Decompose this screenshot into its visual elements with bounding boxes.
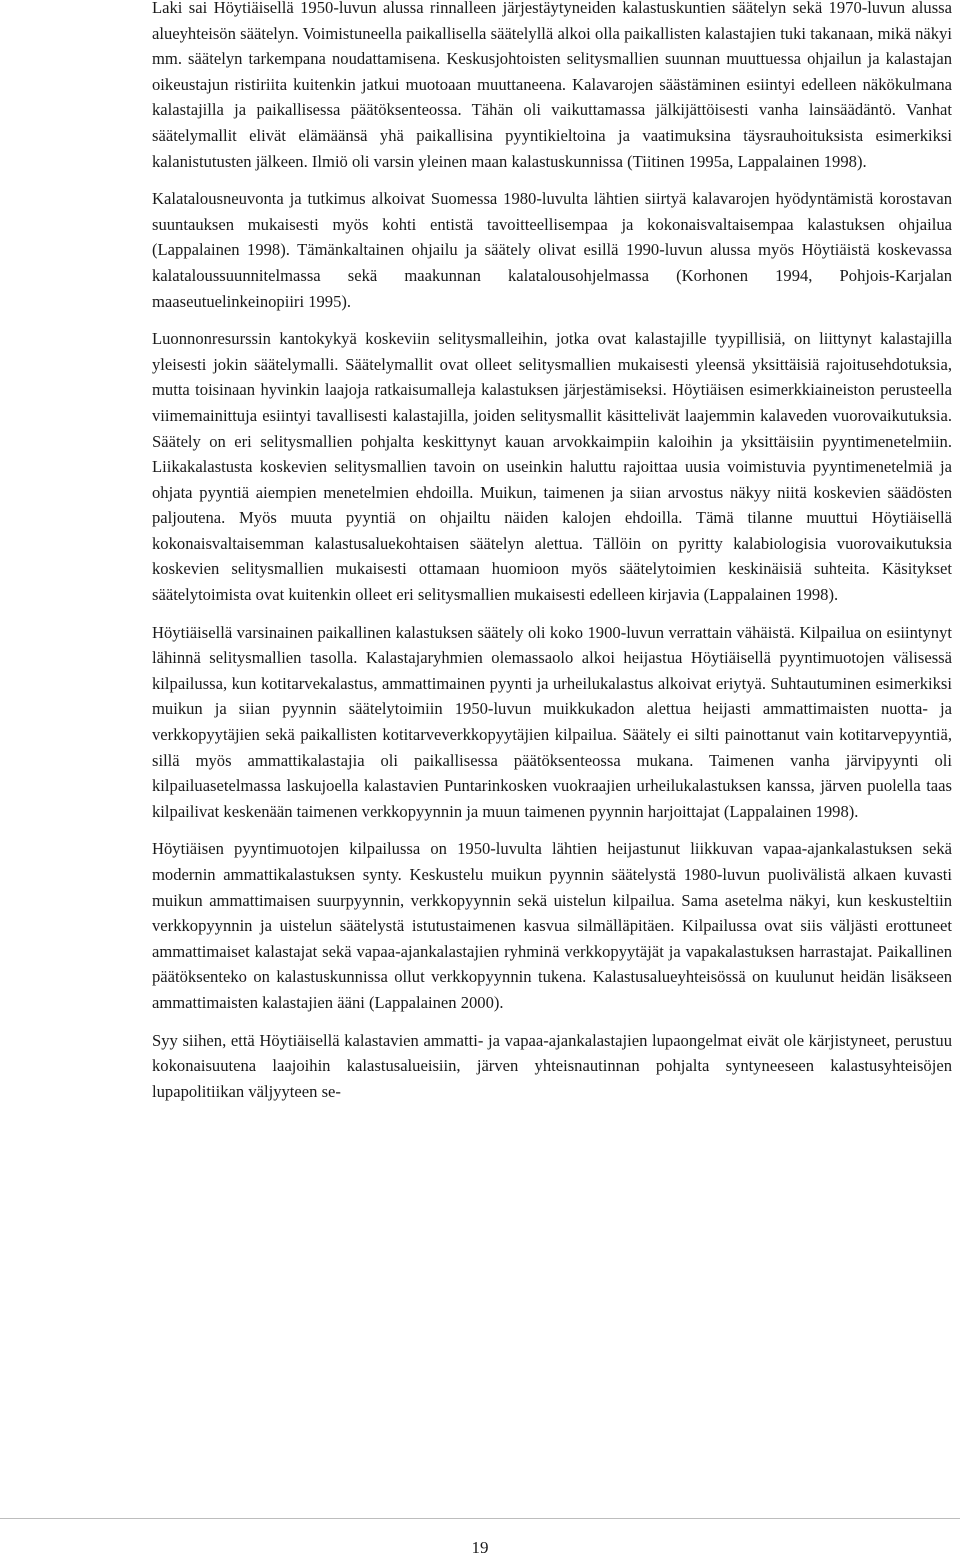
paragraph-gap xyxy=(152,174,952,186)
paragraph-2: Kalatalousneuvonta ja tutkimus alkoivat Suomessa 1980-luvulta lähtien siirtyä kalavarojen hyödyntämistä korostavan suuntauksen mukaisesti myös kohti entistä tavoitteellisempaa ja kokonaisvaltaisempaa kalastuksen ohjailua (Lappalainen 1998). Tämänkaltainen ohjailu ja säätely olivat esillä 1990-luvun alussa myös Höytiäistä koskevassa kalataloussuunnitelmassa sekä maakunnan kalatalousohjelmassa (Korhonen 1994, Pohjois-Karjalan maaseutuelinkeinopiiri 1995). xyxy=(152,189,952,311)
paragraph-1: Laki sai Höytiäisellä 1950-luvun alussa rinnalleen järjestäytyneiden kalastuskuntien säätelyn sekä 1970-luvun alussa alueyhteisön säätelyn. Voimistuneella paikallisella säätelyllä alkoi olla paikallisten kalastajien tuki takanaan, mikä näkyi mm. säätelyn tarkempana noudattamisena. Keskusjohtoisten selitysmallien suunnan muuttuessa ohjailun ja kalastajan oikeustajun ristiriita kuitenkin jatkui muotoaan muuttaneena. Kalavarojen säästäminen esiintyi edelleen näkökulmana kalastajilla ja paikallisessa päätöksenteossa. Tähän oli vaikuttamassa jälkijättöisesti vanha lainsäädäntö. Vanhat säätelymallit elivät elämäänsä yhä paikallisina pyyntikieltoina ja vaatimuksina täysrauhoituksista esimerkiksi kalanistutusten jälkeen. Ilmiö oli varsin yleinen maan kalastuskunnissa (Tiitinen 1995a, Lappalainen 1998). xyxy=(152,0,952,171)
paragraph-gap xyxy=(152,314,952,326)
paragraph-4: Höytiäisellä varsinainen paikallinen kalastuksen säätely oli koko 1900-luvun verrattain vähäistä. Kilpailua on esiintynyt lähinnä selitysmallien tasolla. Kalastajaryhmien olemassaolo alkoi heijastua Höytiäisellä pyyntimuotojen välisessä kilpailussa, kun kotitarvekalastus, ammattimainen pyynti ja urheilukalastus alkoivat eriytyä. Suhtautuminen esimerkiksi muikun ja siian pyynnin säätelytoimiin 1950-luvun muikkukadon alettua heijasti ammattimaisten nuotta- ja verkkopyytäjien sekä paikallisten kotitarveverkkopyytäjien kilpailua. Säätely ei silti painottanut vain kotitarvepyyntiä, sillä myös ammattikalastajia oli paikallisessa päätöksenteossa mukana. Taimenen vanha järvipyynti oli kilpailuasetelmassa laskujoella kalastavien Puntarinkosken vuokraajien urheilukalastuksen kanssa, järven puolella taas kilpailivat keskenään taimenen verkkopyynnin ja muun taimenen pyynnin harjoittajat (Lappalainen 1998). xyxy=(152,622,952,821)
paragraph-3: Luonnonresurssin kantokykyä koskeviin selitysmalleihin, jotka ovat kalastajille tyypillisiä, on liittynyt kalastajilla yleisesti jokin säätelymalli. Säätelymallit ovat olleet selitysmallien mukaisesti yleensä yksittäisiä rajoitusehdotuksia, mutta toisinaan hyvinkin laajoja ratkaisumalleja kalastuksen järjestämiseksi. Höytiäisen esimerkkiaineiston perusteella viimemainittuja esiintyi tavallisesti kalastajilla, joiden selitysmallit käsittelivät laajemmin kalaveden vuorovaikutuksia. Säätely on eri selitysmallien pohjalta keskittynyt kauan arvokkaimpiin kaloihin ja yksittäisiin pyyntimenetelmiin. Liikakalastusta koskevien selitysmallien tavoin on useinkin haluttu rajoittaa uusia voimistuvia pyyntimenetelmiä ja ohjata pyyntiä aiempien menetelmien ehdoilla. Muikun, taimenen ja siian arvostus näkyy niitä koskevien säädösten paljoutena. Myös muuta pyyntiä on ohjailtu näiden kalojen ehdoilla. Tämä tilanne muuttui Höytiäisellä kokonaisvaltaisemman kalastusaluekohtaisen säätelyn alettua. Tällöin on pyritty kalabiologisia vuorovaikutuksia koskevien selitysmallien mukaisesti ottamaan huomioon myös säätelytoimien keskinäisiä suhteita. Käsitykset säätelytoimista ovat kuitenkin olleet eri selitysmallien mukaisesti edelleen kirjavia (Lappalainen 1998). xyxy=(152,329,952,605)
footer-divider xyxy=(0,1518,960,1519)
paragraph-6: Syy siihen, että Höytiäisellä kalastavien ammatti- ja vapaa-ajankalastajien lupaongelmat eivät ole kärjistyneet, perustuu kokonaisuutena laajoihin kalastusalueisiin, järven yhteisnautinnan pohjalta syntyneeseen kalastusyhteisöjen lupapolitiikan väljyyteen se- xyxy=(152,1030,952,1101)
page-number: 19 xyxy=(471,1538,489,1557)
paragraph-gap xyxy=(152,608,952,620)
paragraph-5: Höytiäisen pyyntimuotojen kilpailussa on 1950-luvulta lähtien heijastunut liikkuvan vapaa-ajankalastuksen sekä modernin ammattikalastuksen synty. Keskustelu muikun pyynnin säätelystä 1980-luvun puolivälistä alkaen kuvasti muikun ammattimaisen suurpyynnin, verkkopyynnin sekä uistelun kilpailua. Sama asetelma näkyi, kun keskusteltiin verkkopyynnin ja uistelun säätelystä istutustaimenen kasvua silmälläpitäen. Kilpailussa ovat siis väljästi erottuneet ammattimaiset kalastajat sekä vapaa-ajankalastajien ryhminä verkkopyytäjät ja vapakalastuksen harrastajat. Paikallinen päätöksenteko on kalastuskunnissa ollut verkkopyynnin tukena. Kalastusalueyhteisössä on kuulunut heidän lisäkseen ammattimaisten kalastajien ääni (Lappalainen 2000). xyxy=(152,839,952,1012)
paragraph-gap xyxy=(152,1016,952,1028)
document-body xyxy=(152,0,952,1104)
paragraph-gap xyxy=(152,824,952,836)
